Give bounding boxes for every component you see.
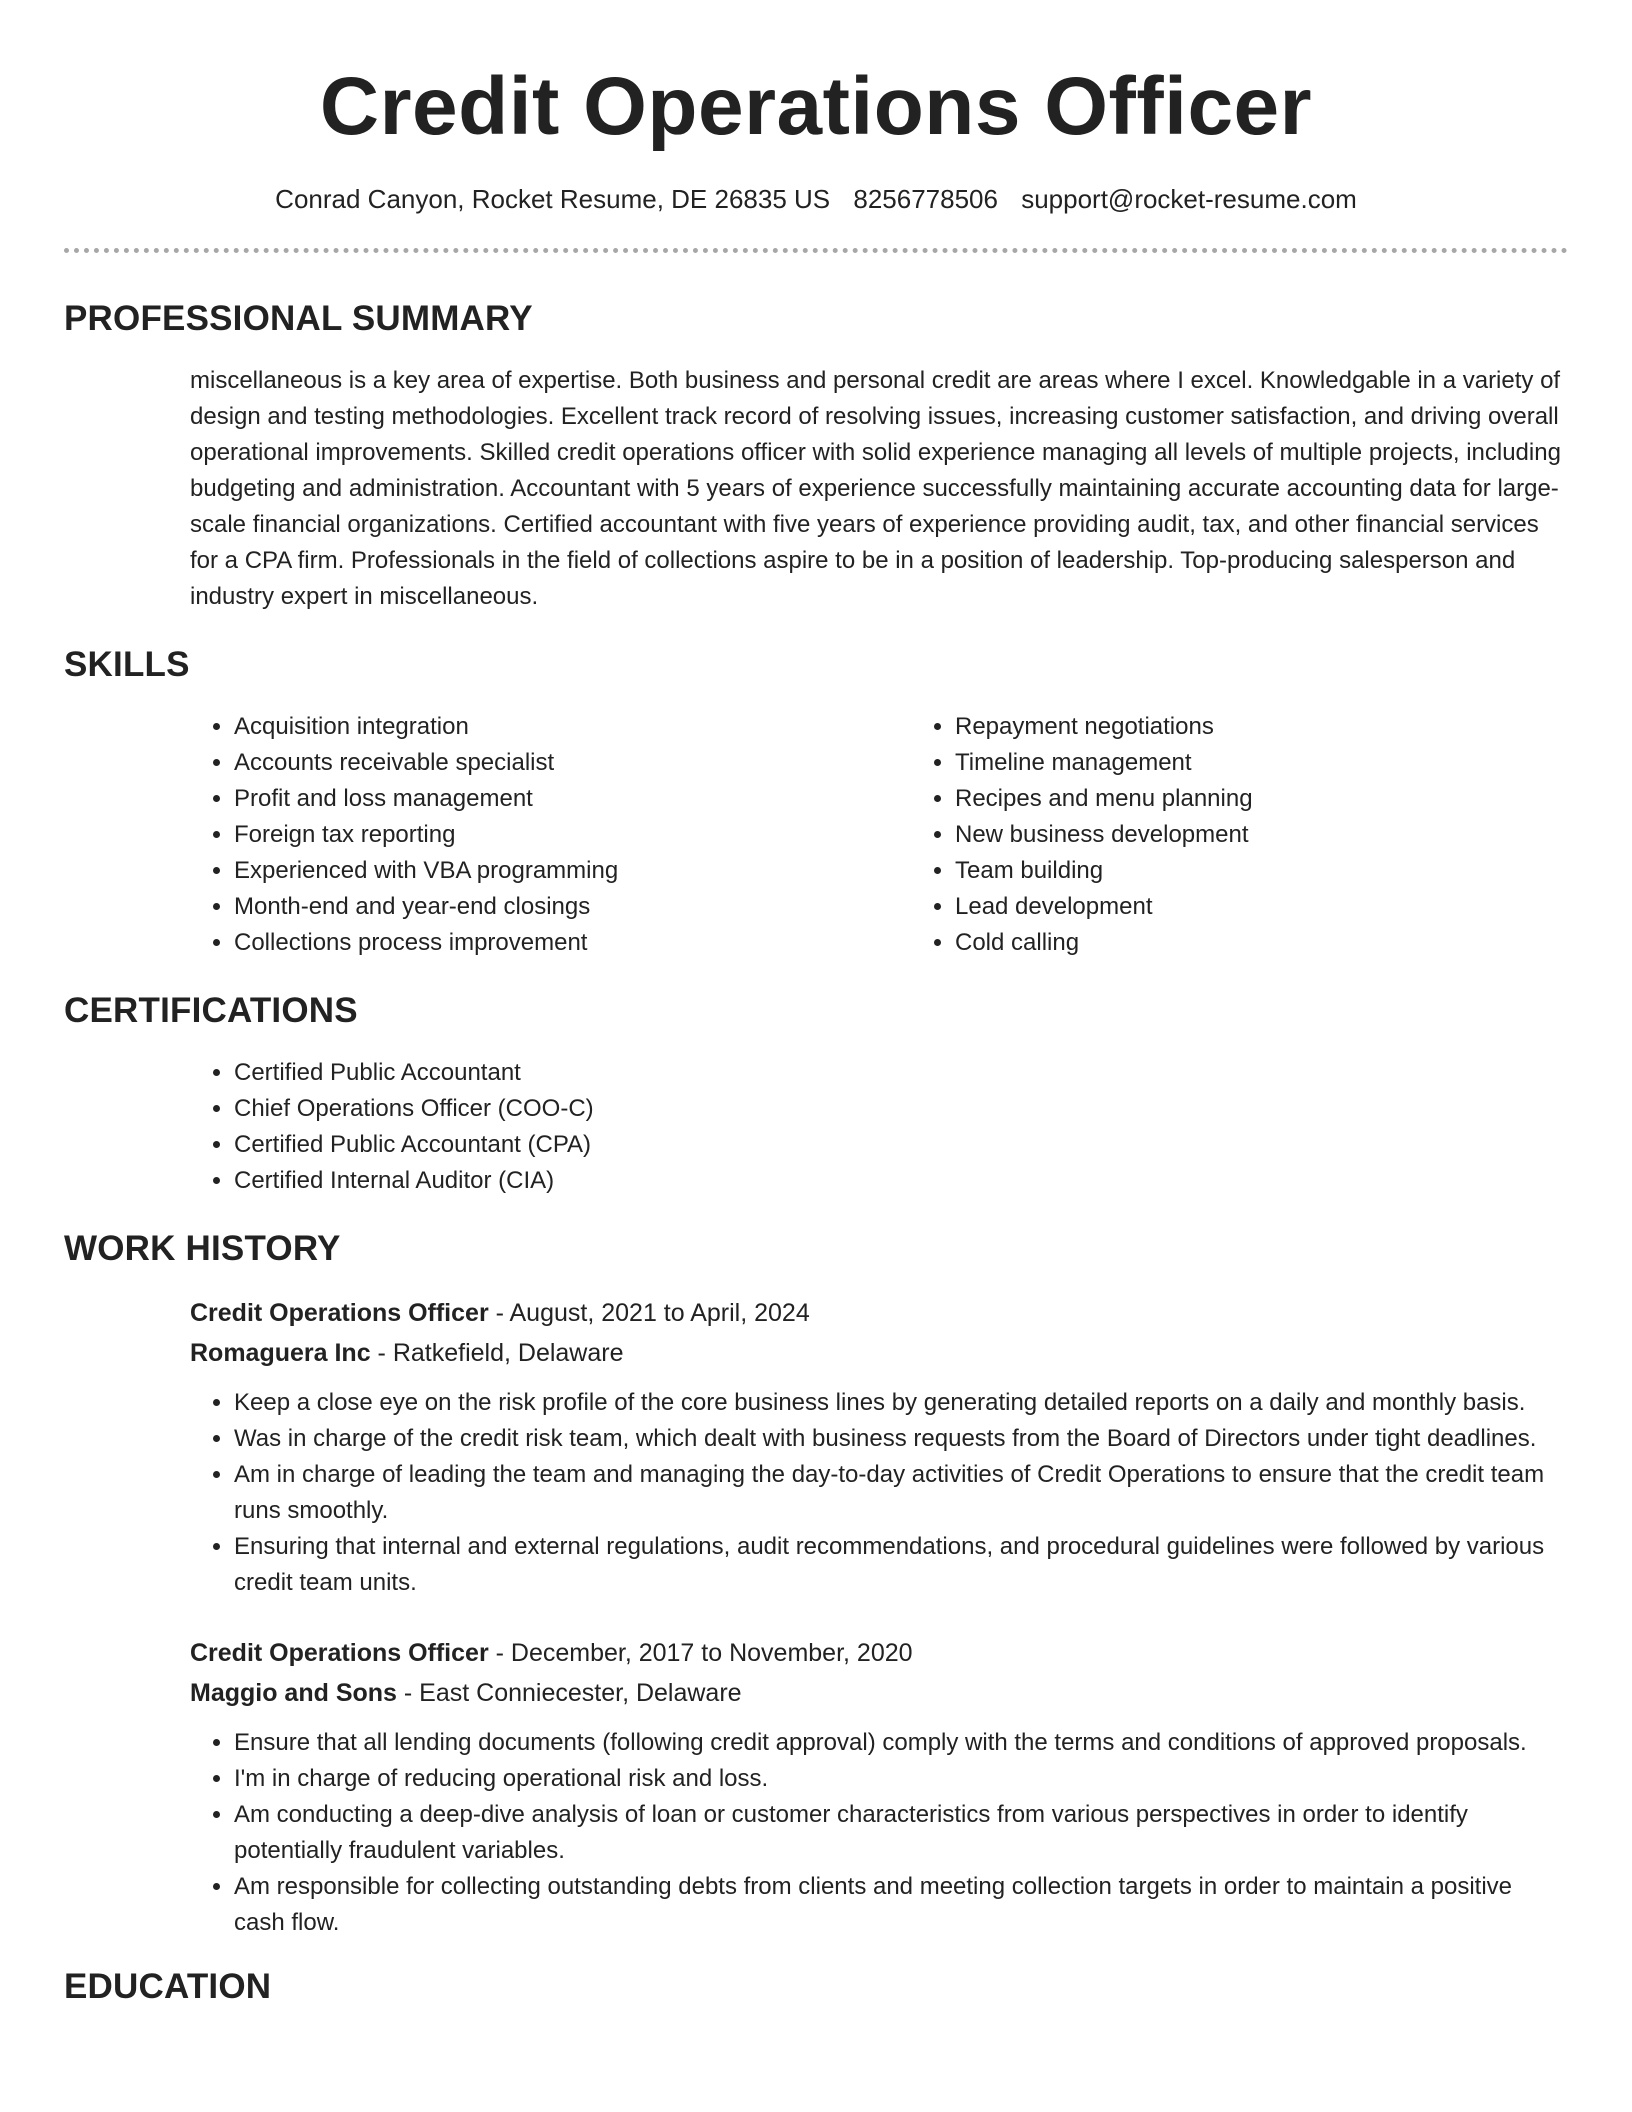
summary-text: miscellaneous is a key area of expertise. Both business and personal credit are areas where I excel. Knowledgable in a variety of design and testing methodologies. Excellent track record of resolving issues, increasing customer satisfaction, and driving overall operational improvements. Skilled credit operations officer with solid experience managing all levels of multiple projects, including budgeting and administration. Accountant with 5 years of experience successfully maintaining accurate accounting data for large-scale financial organizations. Certified accountant with five years of experience providing audit, tax, and other financial services for a CPA firm. Professionals in the field of collections aspire to be in a position of leadership. Top-producing salesperson and industry expert in miscellaneous. xyxy=(190,367,1561,610)
skill-item: • Month-end and year-end closings xyxy=(234,889,911,925)
skill-item: • Timeline management xyxy=(955,745,1632,781)
certification-item: • Certified Public Accountant xyxy=(234,1055,1632,1091)
skill-item: • Lead development xyxy=(955,889,1632,925)
certification-item: • Certified Public Accountant (CPA) xyxy=(234,1127,1632,1163)
job-duties xyxy=(190,1725,1568,1941)
job-title-line xyxy=(190,1633,1568,1673)
summary-section xyxy=(64,297,1568,341)
job-dates: - August, 2021 to April, 2024 xyxy=(488,1299,810,1327)
skills-heading: SKILLS xyxy=(64,645,190,684)
job-company-line xyxy=(190,1673,1568,1713)
job-duty: • Am responsible for collecting outstanding debts from clients and meeting collection targets in order to maintain a positive cash flow. xyxy=(234,1869,1568,1941)
certification-item: • Certified Internal Auditor (CIA) xyxy=(234,1163,1632,1199)
contact-email: support@rocket-resume.com xyxy=(1021,184,1357,214)
contact-phone: 8256778506 xyxy=(853,184,998,214)
certifications-list xyxy=(190,1055,1632,1199)
job-title: Credit Operations Officer xyxy=(190,1299,489,1327)
certifications-heading: CERTIFICATIONS xyxy=(64,991,358,1030)
job-duty: • Was in charge of the credit risk team, which dealt with business requests from the Board of Directors under tight deadlines. xyxy=(234,1421,1568,1457)
contact-line xyxy=(0,182,1632,216)
header-divider xyxy=(64,248,1568,253)
job-title-line xyxy=(190,1293,1568,1333)
skills-list-right xyxy=(911,709,1632,961)
education-section xyxy=(64,1965,1568,2009)
skill-item: • Collections process improvement xyxy=(234,925,911,961)
job-duty: • Ensuring that internal and external regulations, audit recommendations, and procedural guidelines were followed by various credit team units. xyxy=(234,1529,1568,1601)
skill-item: • Profit and loss management xyxy=(234,781,911,817)
skill-item: • Accounts receivable specialist xyxy=(234,745,911,781)
skills-list-left xyxy=(190,709,911,961)
job-company: Romaguera Inc xyxy=(190,1339,371,1367)
job-dates: - December, 2017 to November, 2020 xyxy=(488,1639,913,1667)
job-company-line xyxy=(190,1333,1568,1373)
job-duties xyxy=(190,1385,1568,1601)
skill-item: • Repayment negotiations xyxy=(955,709,1632,745)
skill-item: • Cold calling xyxy=(955,925,1632,961)
job-duty: • Ensure that all lending documents (following credit approval) comply with the terms and conditions of approved proposals. xyxy=(234,1725,1568,1761)
job-location: - Ratkefield, Delaware xyxy=(370,1339,624,1367)
job-duty: • Am in charge of leading the team and managing the day-to-day activities of Credit Operations to ensure that the credit team runs smoothly. xyxy=(234,1457,1568,1529)
job-location: - East Conniecester, Delaware xyxy=(396,1679,742,1707)
skill-item: • Recipes and menu planning xyxy=(955,781,1632,817)
skill-item: • Team building xyxy=(955,853,1632,889)
skill-item: • Experienced with VBA programming xyxy=(234,853,911,889)
certification-item: • Chief Operations Officer (COO-C) xyxy=(234,1091,1632,1127)
job-duty: • Keep a close eye on the risk profile of the core business lines by generating detailed reports on a daily and monthly basis. xyxy=(234,1385,1568,1421)
work-heading: WORK HISTORY xyxy=(64,1229,341,1268)
resume-title: Credit Operations Officer xyxy=(319,61,1313,152)
certifications-list-wrap xyxy=(190,1055,1632,1199)
education-heading: EDUCATION xyxy=(64,1967,272,2006)
job-duty: • Am conducting a deep-dive analysis of loan or customer characteristics from various perspectives in order to identify potentially fraudulent variables. xyxy=(234,1797,1568,1869)
job-entry xyxy=(190,1293,1568,1601)
certifications-section xyxy=(64,989,1568,1033)
job-entry xyxy=(190,1633,1568,1941)
skills-section xyxy=(64,643,1568,687)
summary-heading: PROFESSIONAL SUMMARY xyxy=(64,299,533,338)
job-company: Maggio and Sons xyxy=(190,1679,397,1707)
skill-item: • Acquisition integration xyxy=(234,709,911,745)
contact-address: Conrad Canyon, Rocket Resume, DE 26835 US xyxy=(275,184,831,214)
work-section xyxy=(64,1227,1568,1271)
job-duty: • I'm in charge of reducing operational risk and loss. xyxy=(234,1761,1568,1797)
job-title: Credit Operations Officer xyxy=(190,1639,489,1667)
skill-item: • Foreign tax reporting xyxy=(234,817,911,853)
skills-columns xyxy=(190,709,1632,961)
skill-item: • New business development xyxy=(955,817,1632,853)
